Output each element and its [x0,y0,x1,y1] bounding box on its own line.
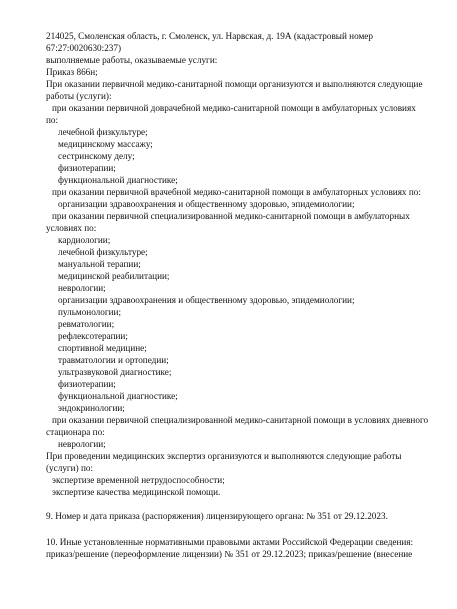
text-line: Приказ 866н; [46,67,98,77]
text-line: лечебной физкультуре; [58,247,148,257]
text-line: по: [46,115,59,125]
text-line: экспертизе временной нетрудоспособности; [52,475,225,485]
text-line: 214025, Смоленская область, г. Смоленск, ул. Нарвская, д. 19А (кадастровый номер [46,31,373,41]
text-line: работы (услуги): [46,91,112,101]
text-line: выполняемые работы, оказываемые услуги: [46,55,218,65]
text-line: 67:27:0020630:237) [46,43,122,53]
text-line: травматологии и ортопедии; [58,355,169,365]
text-line: 10. Иные установленные нормативными правовыми актами Российской Федерации сведения: [46,537,414,547]
text-line: медицинскому массажу; [58,139,153,149]
text-line: При оказании первичной медико-санитарной помощи организуются и выполняются следующие [46,79,423,89]
text-line: лечебной физкультуре; [58,127,148,137]
text-line: организации здравоохранения и общественному здоровью, эпидемиологии; [58,199,355,209]
text-line: экспертизе качества медицинской помощи. [52,487,221,497]
text-line: функциональной диагностике; [58,391,178,401]
text-line: физиотерапии; [58,163,116,173]
text-line: физиотерапии; [58,379,116,389]
text-line: условиях по: [46,223,97,233]
text-line: сестринскому делу; [58,151,135,161]
text-line: организации здравоохранения и общественному здоровью, эпидемиологии; [58,295,355,305]
text-line: медицинской реабилитации; [58,271,170,281]
text-line: (услуги) по: [46,463,94,473]
text-line: пульмонологии; [58,307,122,317]
text-line: при оказании первичной специализированной медико-санитарной помощи в условиях дневного [52,415,429,425]
text-line: стационара по: [46,427,105,437]
text-line: приказ/решение (переоформление лицензии) № 351 от 29.12.2023; приказ/решение (внесение [46,549,413,559]
text-line: При проведении медицинских экспертиз организуются и выполняются следующие работы [46,451,402,461]
text-line: кардиологии; [58,235,111,245]
text-line: при оказании первичной специализированной медико-санитарной помощи в амбулаторных [52,211,410,221]
text-line: рефлексотерапии; [58,331,128,341]
text-line: эндокринологии; [58,403,125,413]
text-line: при оказании первичной доврачебной медико-санитарной помощи в амбулаторных условиях [52,103,416,113]
text-line: ультразвуковой диагностике; [58,367,172,377]
text-line: функциональной диагностике; [58,175,178,185]
text-line: мануальной терапии; [58,259,141,269]
text-line: неврологии; [58,439,106,449]
text-line: неврологии; [58,283,106,293]
text-line: спортивной медицине; [58,343,147,353]
text-line: ревматологии; [58,319,115,329]
text-line: при оказании первичной врачебной медико-санитарной помощи в амбулаторных условиях по: [52,187,421,197]
text-line: 9. Номер и дата приказа (распоряжения) лицензирующего органа: № 351 от 29.12.2023. [46,511,388,521]
